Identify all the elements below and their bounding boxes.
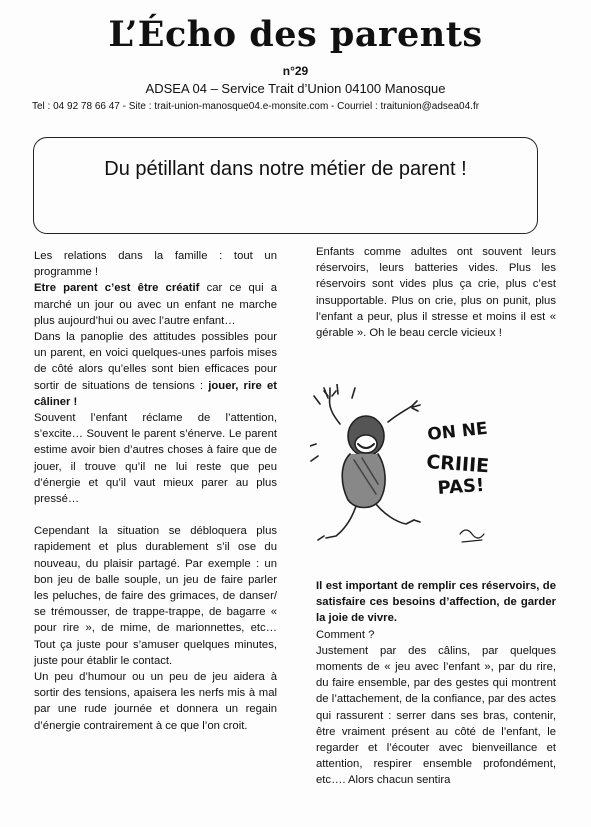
newsletter-title: L’Écho des parents (108, 14, 483, 55)
attitudes-text: Dans la panoplie des attitudes possibles pour un parent, en voici quelques-unes parfois mises de côté alors qu’elles sont bien efficaces pour sortir de situations de tensions : (34, 331, 277, 392)
contact-line: Tel : 04 92 78 66 47 - Site : trait-union-manosque04.e-monsite.com - Courriel : traitunion@adsea04.fr (32, 101, 480, 112)
attention-paragraph: Souvent l’enfant réclame de l’attention, s’excite… Souvent le parent s’énerve. Le parent estime avoir bien d’autres choses à faire que de jouer, il trouve qu’il ne lui reste que peu d’énergie et qu’il vaut mieux parer au plus pressé… (34, 412, 277, 506)
situation-paragraph: Cependant la situation se débloquera plus rapidement et plus durablement s’il ose du nouveau, du plaisir partagé. Par exemple : un bon jeu de balle souple, un jeu de faire parler les peluches, de faire des grimaces, de danser/ se trémousser, de trappe-trappe, de bagarre « pour rire », de mime, de marionnettes, etc… Tout ça juste pour s’amuser quelques minutes, juste pour établir le contact. (34, 525, 277, 667)
right-column-top (316, 244, 556, 341)
cartoon-caption-line3: PAS! (436, 474, 485, 499)
cartoon-caption-line2: CRIIIE (425, 451, 490, 478)
left-column (34, 248, 277, 734)
creative-paragraph (34, 280, 277, 329)
justement-paragraph: Justement par des câlins, par quelques moments de « jeu avec l’enfant », par du rire, du faire ensemble, par des gestes qui montrent de l’attachement, de la confiance, par des actes qui rassurent : serrer dans ses bras, contenir, être vraiment présent au côté de l’enfant, le regarder et l’écouter avec bienveillance et attention, respirer ensemble profondément, etc…. Alors chacun sentira (316, 644, 556, 787)
screaming-cartoon-illustration (310, 384, 500, 552)
reservoirs-paragraph: Enfants comme adultes ont souvent leurs réservoirs, leurs batteries vides. Plus les réservoirs sont vides plus ça crie, plus c’est insupportable. Plus on crie, plus on punit, plus l’enfant a peur, plus il stresse et moins il est « gérable ». Oh le beau cercle vicieux ! (316, 246, 556, 340)
creative-text: car ce qui a marché un jour ou avec un enfant ne marche plus aujourd’hui ou avec l’autre enfant… (34, 282, 277, 327)
attitudes-paragraph (34, 329, 277, 410)
issue-number: n°29 (282, 64, 309, 78)
comment-question: Comment ? (316, 628, 375, 641)
intro-paragraph: Les relations dans la famille : tout un programme ! (34, 250, 277, 279)
headline-title: Du pétillant dans notre métier de parent ! (104, 158, 467, 180)
organization-line: ADSEA 04 – Service Trait d’Union 04100 Manosque (145, 81, 446, 96)
humour-paragraph: Un peu d’humour ou un peu de jeu aidera à sortir des tensions, apaisera les nerfs mis à mal par une rude journée et donnera un regain d’énergie contrairement à ce que l’on croit. (34, 671, 277, 732)
important-paragraph: Il est important de remplir ces réservoirs, de satisfaire ces besoins d’affection, de garder la joie de vivre. (316, 580, 556, 625)
headline-banner (33, 137, 538, 234)
attitudes-bold: jouer, rire et câliner ! (34, 379, 277, 408)
cartoon-caption-line1: ON NE (426, 418, 489, 445)
right-column-bottom (316, 578, 556, 789)
creative-bold: Etre parent c’est être créatif (34, 282, 200, 295)
